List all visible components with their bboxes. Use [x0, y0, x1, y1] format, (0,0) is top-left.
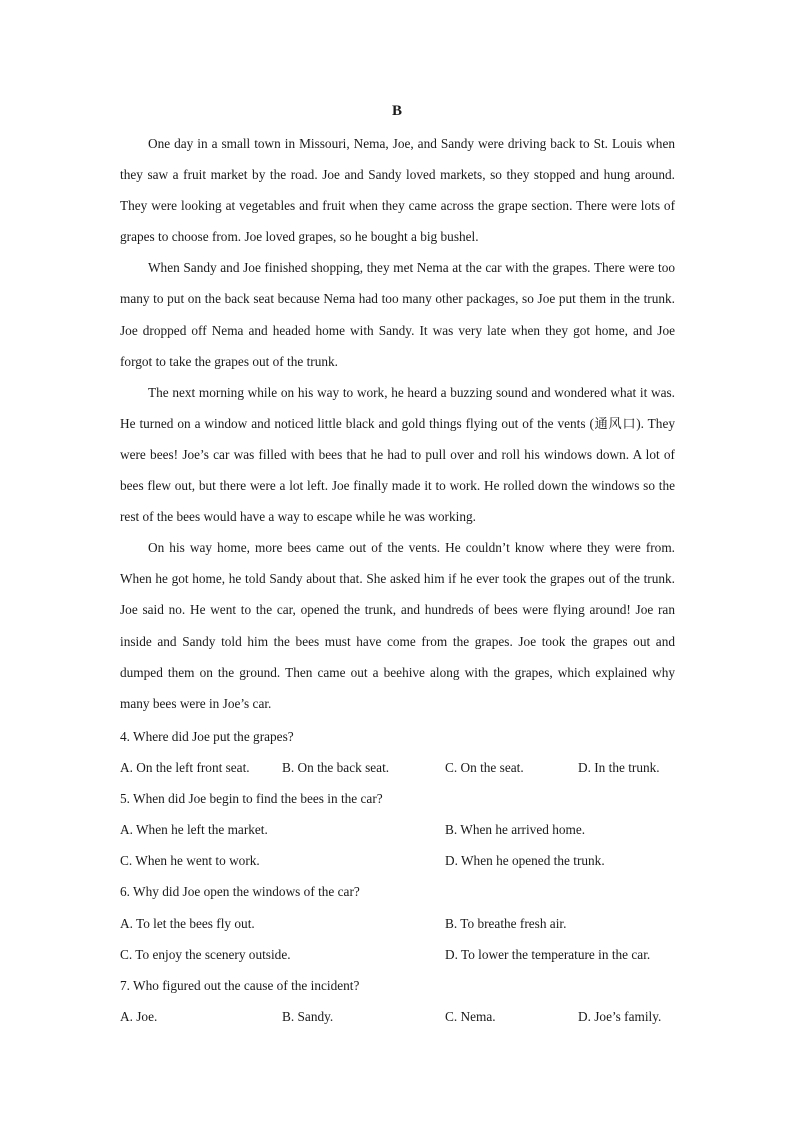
question-5-option-b[interactable]: B. When he arrived home.: [445, 822, 586, 838]
question-7-option-d[interactable]: D. Joe’s family.: [578, 1008, 662, 1024]
passage-paragraph-4: On his way home, more bees came out of the vents. He couldn’t know where they were from. When he got home, he told Sandy about that. She asked him if he ever took the grapes out of the trunk. Joe said no. He went to the car, opened the trunk, and hundreds of bees were flying around! Joe ran inside and Sandy told him the bees must have come from the grapes. Joe took the grapes out and dumped them on the ground. Then came out a beehive along with the grapes, which explained why many bees were in Joe’s car.: [120, 540, 675, 711]
question-7-option-c[interactable]: C. Nema.: [445, 1008, 496, 1024]
question-7-options: [120, 1001, 680, 1032]
question-4-option-d[interactable]: D. In the trunk.: [578, 760, 660, 776]
passage: [120, 128, 675, 719]
question-7-stem: 7. Who figured out the cause of the incident?: [120, 977, 360, 993]
question-4-option-c[interactable]: C. On the seat.: [445, 760, 524, 776]
question-4-option-b[interactable]: B. On the back seat.: [282, 760, 390, 776]
question-4-stem: 4. Where did Joe put the grapes?: [120, 729, 294, 744]
passage-paragraph-2: When Sandy and Joe finished shopping, they met Nema at the car with the grapes. There were too many to put on the back seat because Nema had too many other packages, so Joe put them in the trunk. Joe dropped off Nema and headed home with Sandy. It was very late when they got home, and Joe forgot to take the grapes out of the trunk.: [120, 260, 675, 369]
question-6-option-b[interactable]: B. To breathe fresh air.: [445, 915, 567, 931]
passage-paragraph-3: The next morning while on his way to work, he heard a buzzing sound and wondered what it was. He turned on a window and noticed little black and gold things flying out of the vents (通风口). They were bees! Joe’s car was filled with bees that he had to pull over and roll his windows down. A lot of bees flew out, but there were a lot left. Joe finally made it to work. He rolled down the windows so the rest of the bees would have a way to escape while he was working.: [120, 384, 675, 525]
question-6-stem: 6. Why did Joe open the windows of the car?: [120, 884, 360, 900]
question-6-options-row-1: [120, 908, 680, 939]
question-5-option-c[interactable]: C. When he went to work.: [120, 853, 260, 869]
question-5-stem: 5. When did Joe begin to find the bees in the car?: [120, 791, 383, 807]
question-7-option-b[interactable]: B. Sandy.: [282, 1008, 334, 1024]
question-4-option-a[interactable]: A. On the left front seat.: [120, 760, 250, 776]
question-5-options-row-1: [120, 814, 680, 845]
question-6-option-a[interactable]: A. To let the bees fly out.: [120, 915, 255, 931]
question-5-option-a[interactable]: A. When he left the market.: [120, 822, 268, 838]
question-4-options: [120, 752, 680, 783]
passage-paragraph-1: One day in a small town in Missouri, Nema, Joe, and Sandy were driving back to St. Louis when they saw a fruit market by the road. Joe and Sandy loved markets, so they stopped and hung around. They were looking at vegetables and fruit when they came across the grape section. There were lots of grapes to choose from. Joe loved grapes, so he bought a big bushel.: [120, 136, 675, 245]
question-6-option-d[interactable]: D. To lower the temperature in the car.: [445, 946, 651, 962]
question-5-options-row-2: [120, 845, 680, 876]
question-6-option-c[interactable]: C. To enjoy the scenery outside.: [120, 946, 291, 962]
question-7-option-a[interactable]: A. Joe.: [120, 1008, 158, 1024]
question-6-options-row-2: [120, 939, 680, 970]
section-title: B: [391, 103, 402, 119]
question-list: [120, 721, 680, 1032]
question-5-option-d[interactable]: D. When he opened the trunk.: [445, 853, 605, 869]
